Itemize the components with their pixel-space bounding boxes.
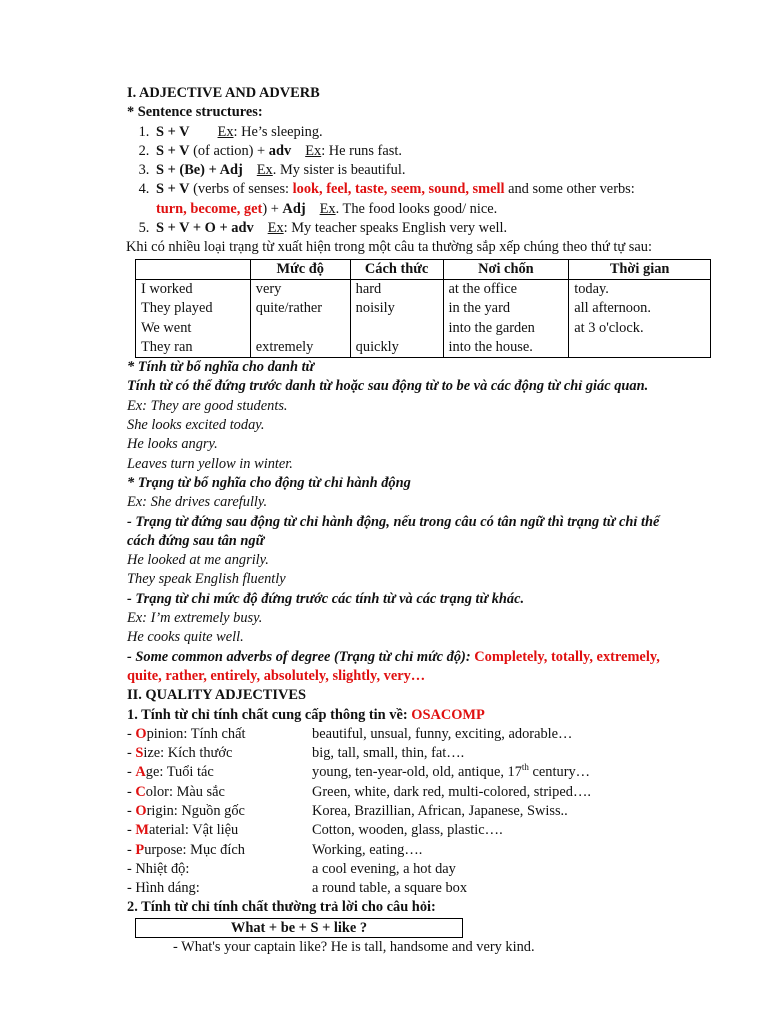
table-cell: They played (136, 299, 251, 318)
table-row (136, 299, 711, 318)
table-cell: I worked (136, 279, 251, 299)
table-cell: quickly (350, 338, 443, 358)
table-cell: at 3 o'clock. (569, 319, 711, 338)
table-cell: at the office (443, 279, 569, 299)
example-line: Ex: I’m extremely busy. (127, 610, 263, 627)
common-adverbs: - Some common adverbs of degree (Trạng từ chỉ mức độ): Completely, totally, extremely, (127, 648, 660, 665)
table-header: Cách thức (350, 259, 443, 279)
table-cell: They ran (136, 338, 251, 358)
table-header-row (136, 259, 711, 279)
example-line: They speak English fluently (127, 571, 286, 588)
adjective-heading: * Tính từ bổ nghĩa cho danh từ (127, 359, 315, 376)
table-cell: in the yard (443, 299, 569, 318)
structure-2: 2. S + V (of action) + adv Ex: He runs fast. (153, 142, 727, 161)
example-line: She looks excited today. (127, 417, 265, 434)
osacomp-code: OSACOMP (411, 706, 485, 723)
table-cell: quite/rather (250, 299, 350, 318)
table-cell (350, 319, 443, 338)
table-cell (569, 338, 711, 358)
structure-5: 5. S + V + O + adv Ex: My teacher speaks English very well. (153, 219, 727, 238)
adjective-rule: Tính từ có thể đứng trước danh từ hoặc sau động từ to be và các động từ chỉ giác quan. (127, 378, 649, 395)
table-row (136, 319, 711, 338)
document-page (127, 84, 727, 957)
list-item: - Purpose: Mục đích Working, eating…. (127, 841, 423, 858)
adverb-rule-cont: cách đứng sau tân ngữ (127, 532, 265, 549)
list-item: - Color: Màu sắc Green, white, dark red, multi-colored, striped…. (127, 783, 591, 800)
table-header (136, 259, 251, 279)
table-cell: extremely (250, 338, 350, 358)
example-line: He looks angry. (127, 436, 218, 453)
table-cell: hard (350, 279, 443, 299)
example-line: He looked at me angrily. (127, 552, 269, 569)
degree-rule: - Trạng từ chỉ mức độ đứng trước các tính từ và các trạng từ khác. (127, 590, 525, 607)
table-header: Thời gian (569, 259, 711, 279)
list-item: - Material: Vật liệu Cotton, wooden, glass, plastic…. (127, 822, 503, 839)
structure-3: 3. S + (Be) + Adj Ex. My sister is beautiful. (153, 161, 727, 180)
adverb-rule: - Trạng từ đứng sau động từ chỉ hành động, nếu trong câu có tân ngữ thì trạng từ chỉ thể (127, 513, 660, 530)
table-cell: today. (569, 279, 711, 299)
table-row (136, 279, 711, 299)
table-header: Nơi chốn (443, 259, 569, 279)
question-example: - What's your captain like? He is tall, handsome and very kind. (173, 938, 535, 955)
ex-label: Ex (319, 200, 336, 217)
question-heading: 2. Tính từ chỉ tính chất thường trả lời cho câu hỏi: (127, 899, 436, 916)
osacomp-heading: 1. Tính từ chỉ tính chất cung cấp thông tin về: OSACOMP (127, 706, 485, 723)
list-item: - Hình dáng: a round table, a square box (127, 880, 468, 897)
ex-label: Ex (217, 123, 234, 140)
structures-heading: * Sentence structures: (127, 104, 263, 121)
ex-label: Ex (267, 220, 284, 237)
osacomp-list (127, 725, 727, 899)
list-item: - Size: Kích thước big, tall, small, thin, fat…. (127, 745, 465, 762)
table-cell (250, 319, 350, 338)
adverb-order-table (135, 259, 711, 358)
section-2-title: II. QUALITY ADJECTIVES (127, 687, 306, 704)
list-item: - Origin: Nguồn gốc Korea, Brazillian, African, Japanese, Swiss.. (127, 802, 568, 819)
structure-1: 1. S + V Ex: He’s sleeping. (153, 123, 727, 142)
table-row (136, 338, 711, 358)
example-line: Ex: She drives carefully. (127, 494, 268, 511)
list-item: - Nhiệt độ: a cool evening, a hot day (127, 860, 456, 877)
ex-label: Ex (256, 162, 273, 179)
order-note: Khi có nhiều loại trạng từ xuất hiện trong một câu ta thường sắp xếp chúng theo thứ tự sau: (126, 239, 652, 256)
section-1-title: I. ADJECTIVE AND ADVERB (127, 85, 320, 101)
table-cell: into the house. (443, 338, 569, 358)
structure-4: 4. S + V (verbs of senses: look, feel, taste, seem, sound, smell and some other verbs: turn, become, get) + Adj Ex. The food looks good/ nice. (153, 180, 727, 219)
question-formula-box: What + be + S + like ? (135, 918, 463, 938)
common-adverbs-cont: quite, rather, entirely, absolutely, slightly, very… (127, 667, 426, 684)
example-line: Leaves turn yellow in winter. (127, 455, 293, 472)
example-line: He cooks quite well. (127, 629, 244, 646)
table-cell: noisily (350, 299, 443, 318)
list-item: - Opinion: Tính chất beautiful, unsual, funny, exciting, adorable… (127, 725, 573, 742)
adverb-heading: * Trạng từ bổ nghĩa cho động từ chỉ hành động (127, 474, 411, 491)
example-line: Ex: They are good students. (127, 397, 288, 414)
sentence-structures-list (127, 123, 727, 239)
list-item: - Age: Tuổi tác young, ten-year-old, old, antique, 17th century… (127, 762, 591, 781)
table-cell: We went (136, 319, 251, 338)
table-header: Mức độ (250, 259, 350, 279)
table-cell: very (250, 279, 350, 299)
table-cell: into the garden (443, 319, 569, 338)
table-cell: all afternoon. (569, 299, 711, 318)
ex-label: Ex (305, 142, 322, 159)
